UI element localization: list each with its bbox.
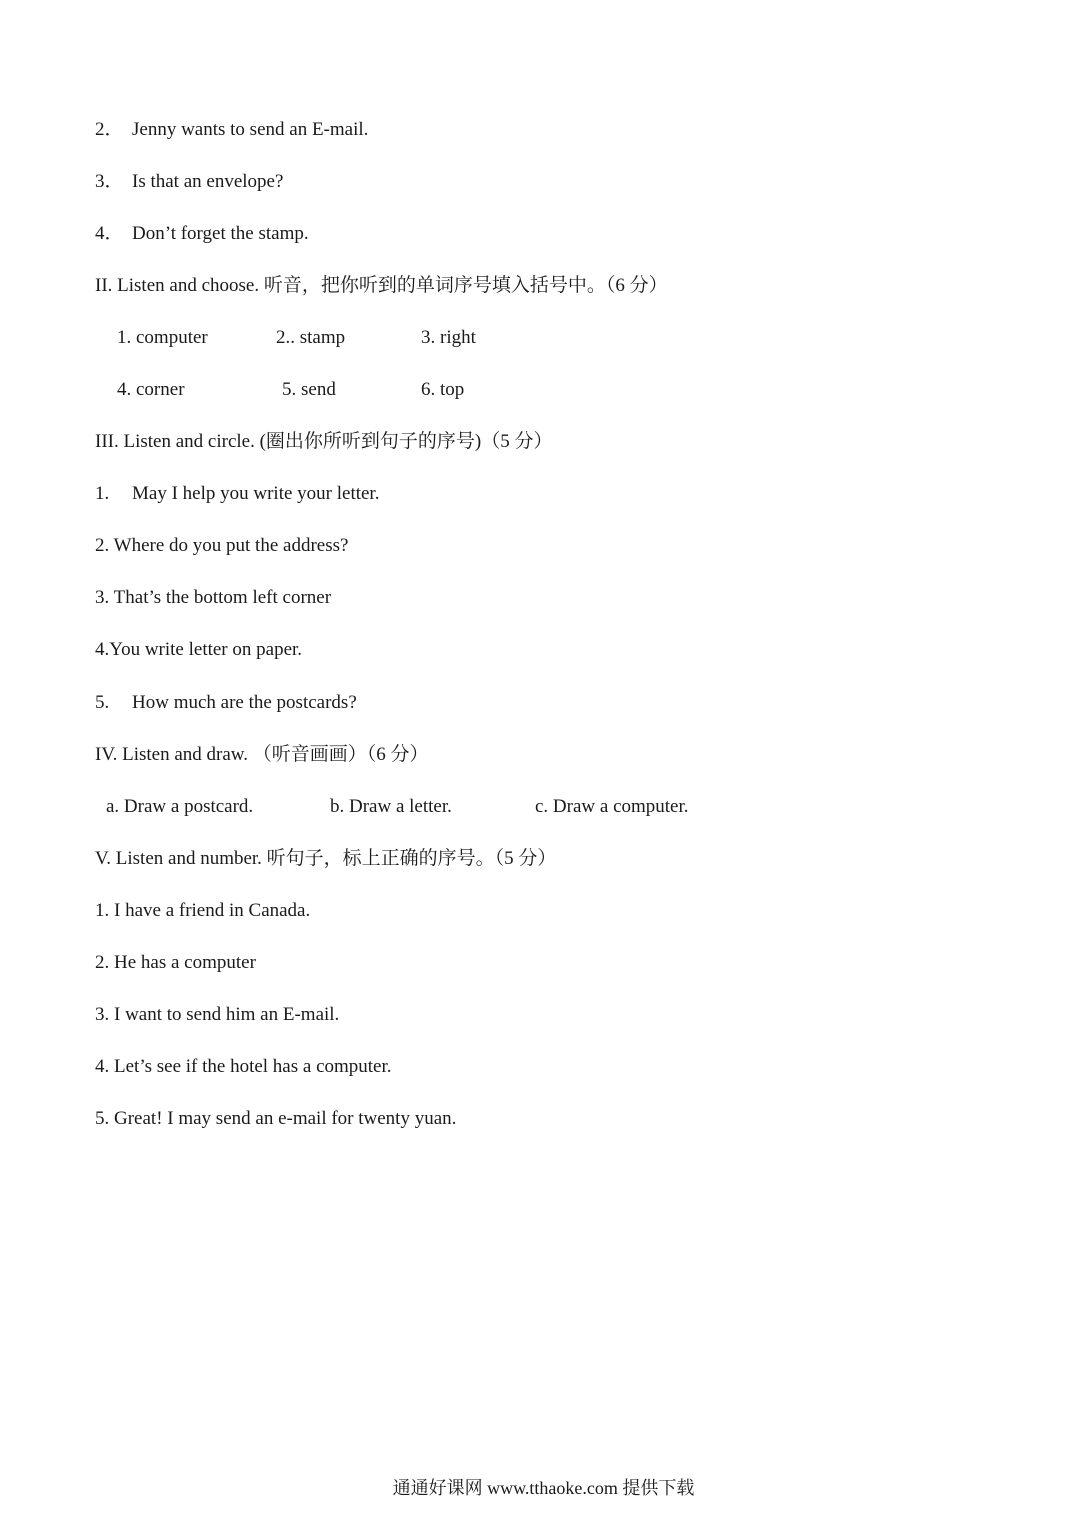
list-item bbox=[95, 118, 368, 142]
list-item bbox=[95, 482, 379, 506]
list-item: 4. Let’s see if the hotel has a computer. bbox=[95, 1056, 392, 1077]
section-heading: III. Listen and circle. (圈出你所听到句子的序号)（5 分） bbox=[95, 431, 553, 452]
draw-task: c. Draw a computer. bbox=[535, 796, 689, 817]
draw-task: b. Draw a letter. bbox=[330, 796, 452, 817]
word-option: 2.. stamp bbox=[276, 327, 346, 348]
item-number: 3． bbox=[95, 171, 124, 192]
list-item bbox=[95, 534, 348, 558]
list-item bbox=[95, 222, 309, 246]
item-number: 4． bbox=[95, 223, 124, 244]
section-heading: V. Listen and number. 听句子，标上正确的序号。（5 分） bbox=[95, 848, 557, 869]
item-text: 3. That’s the bottom left corner bbox=[95, 587, 332, 608]
item-text: May I help you write your letter. bbox=[132, 483, 380, 504]
list-item: 2. He has a computer bbox=[95, 952, 256, 973]
page-footer: 通通好课网 www.tthaoke.com 提供下载 bbox=[392, 1478, 695, 1498]
word-option: 1. computer bbox=[117, 327, 208, 348]
list-item bbox=[95, 586, 331, 610]
list-item: 5. Great! I may send an e-mail for twenty yuan. bbox=[95, 1108, 457, 1129]
word-option: 6. top bbox=[421, 379, 465, 400]
section-heading: IV. Listen and draw. （听音画画）（6 分） bbox=[95, 744, 429, 765]
item-text: How much are the postcards? bbox=[132, 692, 357, 713]
list-item bbox=[95, 170, 283, 194]
draw-task: a. Draw a postcard. bbox=[106, 796, 254, 817]
word-option: 5. send bbox=[282, 379, 336, 400]
item-number: 5. bbox=[95, 692, 110, 713]
list-item bbox=[95, 638, 302, 662]
list-item: 3. I want to send him an E-mail. bbox=[95, 1004, 340, 1025]
word-option: 4. corner bbox=[117, 379, 185, 400]
item-number: 1. bbox=[95, 483, 110, 504]
item-text: Don’t forget the stamp. bbox=[132, 223, 309, 244]
section-heading: II. Listen and choose. 听音，把你听到的单词序号填入括号中。（6 分） bbox=[95, 275, 668, 296]
item-text: 2. Where do you put the address? bbox=[95, 535, 349, 556]
item-text: Is that an envelope? bbox=[132, 171, 284, 192]
list-item: 1. I have a friend in Canada. bbox=[95, 900, 311, 921]
item-text: Jenny wants to send an E-mail. bbox=[132, 119, 369, 140]
item-number: 2． bbox=[95, 119, 124, 140]
word-option: 3. right bbox=[421, 327, 476, 348]
list-item bbox=[95, 691, 357, 715]
item-text: 4.You write letter on paper. bbox=[95, 639, 303, 660]
